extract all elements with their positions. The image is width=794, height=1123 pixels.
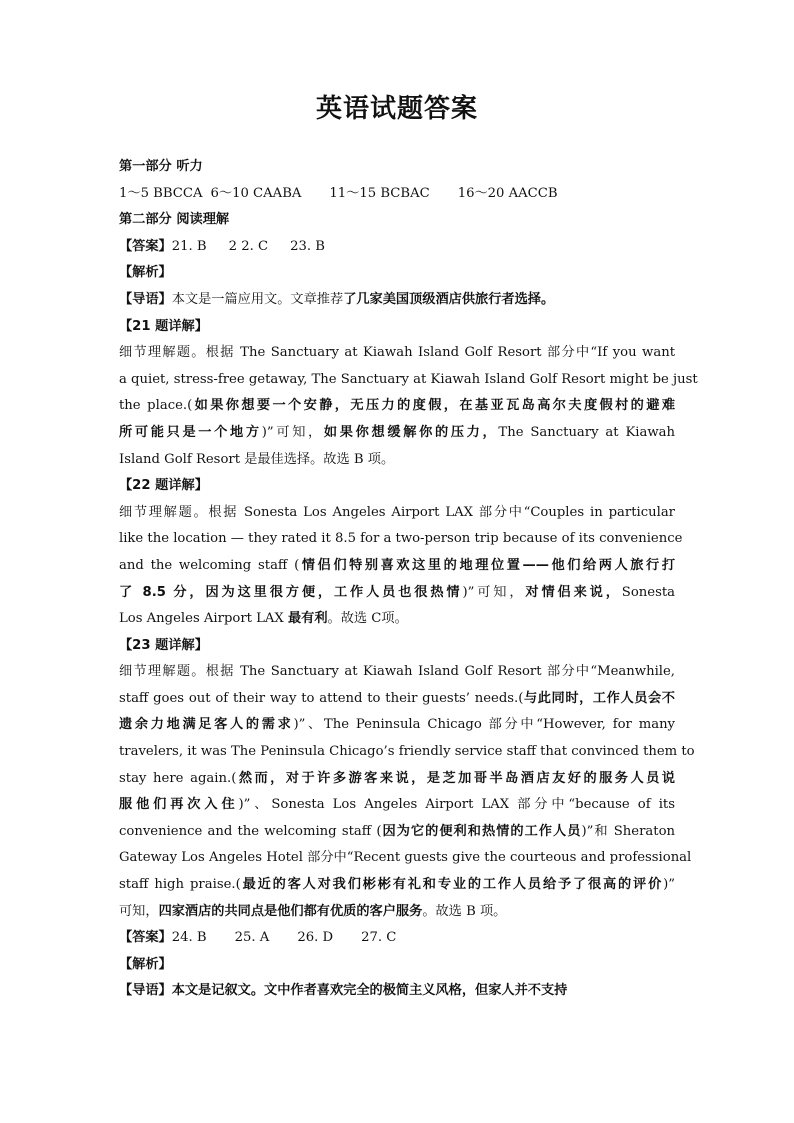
part1-heading: 第一部分 听力 [119, 159, 203, 174]
detail-21-line-5: Island Golf Resort 是最佳选择。故选 B 项。 [119, 451, 395, 467]
detail-22-line-1: 细节理解题。根据 Sonesta Los Angeles Airport LAX 部分中“Couples in particular [119, 504, 675, 520]
detail-22-line-2: like the location — they rated it 8.5 for a two-person trip because of its convenience [119, 531, 683, 547]
part1-answers: 1～5 BBCCA 6～10 CAABA 11～15 BCBAC 16～20 AACCB [119, 185, 558, 201]
detail-23-line-7: convenience and the welcoming staff (因为它的便利和热情的工作人员)”和 Sheraton [119, 823, 675, 839]
detail-21-line-1: 细节理解题。根据 The Sanctuary at Kiawah Island Golf Resort 部分中“If you want [119, 345, 675, 361]
detail-22-label: 【22 题详解】 [119, 478, 208, 494]
detail-23-line-3: 遗余力地满足客人的需求)”、The Peninsula Chicago 部分中“However, for many [119, 717, 676, 733]
detail-21-line-3: the place.(如果你想要一个安静，无压力的度假，在基亚瓦岛高尔夫度假村的避难 [119, 398, 676, 414]
detail-23-line-4: travelers, it was The Peninsula Chicago’s friendly service staff that convinced them to [119, 744, 695, 760]
detail-23-line-2: staff goes out of their way to attend to their guests’ needs.(与此同时，工作人员会不 [119, 690, 675, 706]
detail-22-line-5: Los Angeles Airport LAX 最有利。故选 C项。 [119, 611, 408, 627]
detail-23-label: 【23 题详解】 [119, 637, 208, 653]
detail-23-line-8: Gateway Los Angeles Hotel 部分中“Recent guests give the courteous and professional [119, 850, 692, 866]
detail-21-label: 【21 题详解】 [119, 318, 208, 334]
detail-23-line-6: 服他们再次入住)”、Sonesta Los Angeles Airport LAX 部分中“because of its [119, 797, 675, 813]
detail-22-line-4: 了 8.5 分，因为这里很方便，工作人员也很热情)”可知，对情侣来说，Sonesta [119, 584, 675, 600]
guide-line-2: 【导语】本文是记叙文。文中作者喜欢完全的极简主义风格，但家人并不支持 [119, 983, 568, 999]
part2-heading: 第二部分 阅读理解 [119, 212, 230, 228]
detail-21-line-4: 所可能只是一个地方)”可知，如果你想缓解你的压力，The Sanctuary at Kiawah [119, 424, 676, 440]
answers-21-23: 【答案】21. B 2 2. C 23. B [119, 238, 325, 254]
answers-24-27: 【答案】24. B 25. A 26. D 27. C [119, 930, 397, 946]
detail-22-line-3: and the welcoming staff (情侣们特别喜欢这里的地理位置——他们给两人旅行打 [119, 557, 676, 573]
detail-23-line-5: stay here again.(然而，对于许多游客来说，是芝加哥半岛酒店友好的服务人员说 [119, 770, 675, 786]
guide-line: 【导语】本文是一篇应用文。文章推荐了几家美国顶级酒店供旅行者选择。 [119, 291, 555, 307]
detail-23-line-10: 可知，四家酒店的共同点是他们都有优质的客户服务。故选 B 项。 [119, 903, 507, 919]
detail-23-line-1: 细节理解题。根据 The Sanctuary at Kiawah Island Golf Resort 部分中“Meanwhile, [119, 664, 675, 680]
detail-23-line-9: staff high praise.(最近的客人对我们彬彬有礼和专业的工作人员给予了很高的评价)” [119, 877, 675, 893]
answer-content [119, 154, 698, 1005]
analysis-label-2: 【解析】 [119, 956, 172, 972]
detail-21-line-2: a quiet, stress-free getaway, The Sanctuary at Kiawah Island Golf Resort might be just [119, 371, 698, 387]
analysis-label: 【解析】 [119, 265, 172, 281]
page-title: 英语试题答案 [315, 94, 478, 124]
